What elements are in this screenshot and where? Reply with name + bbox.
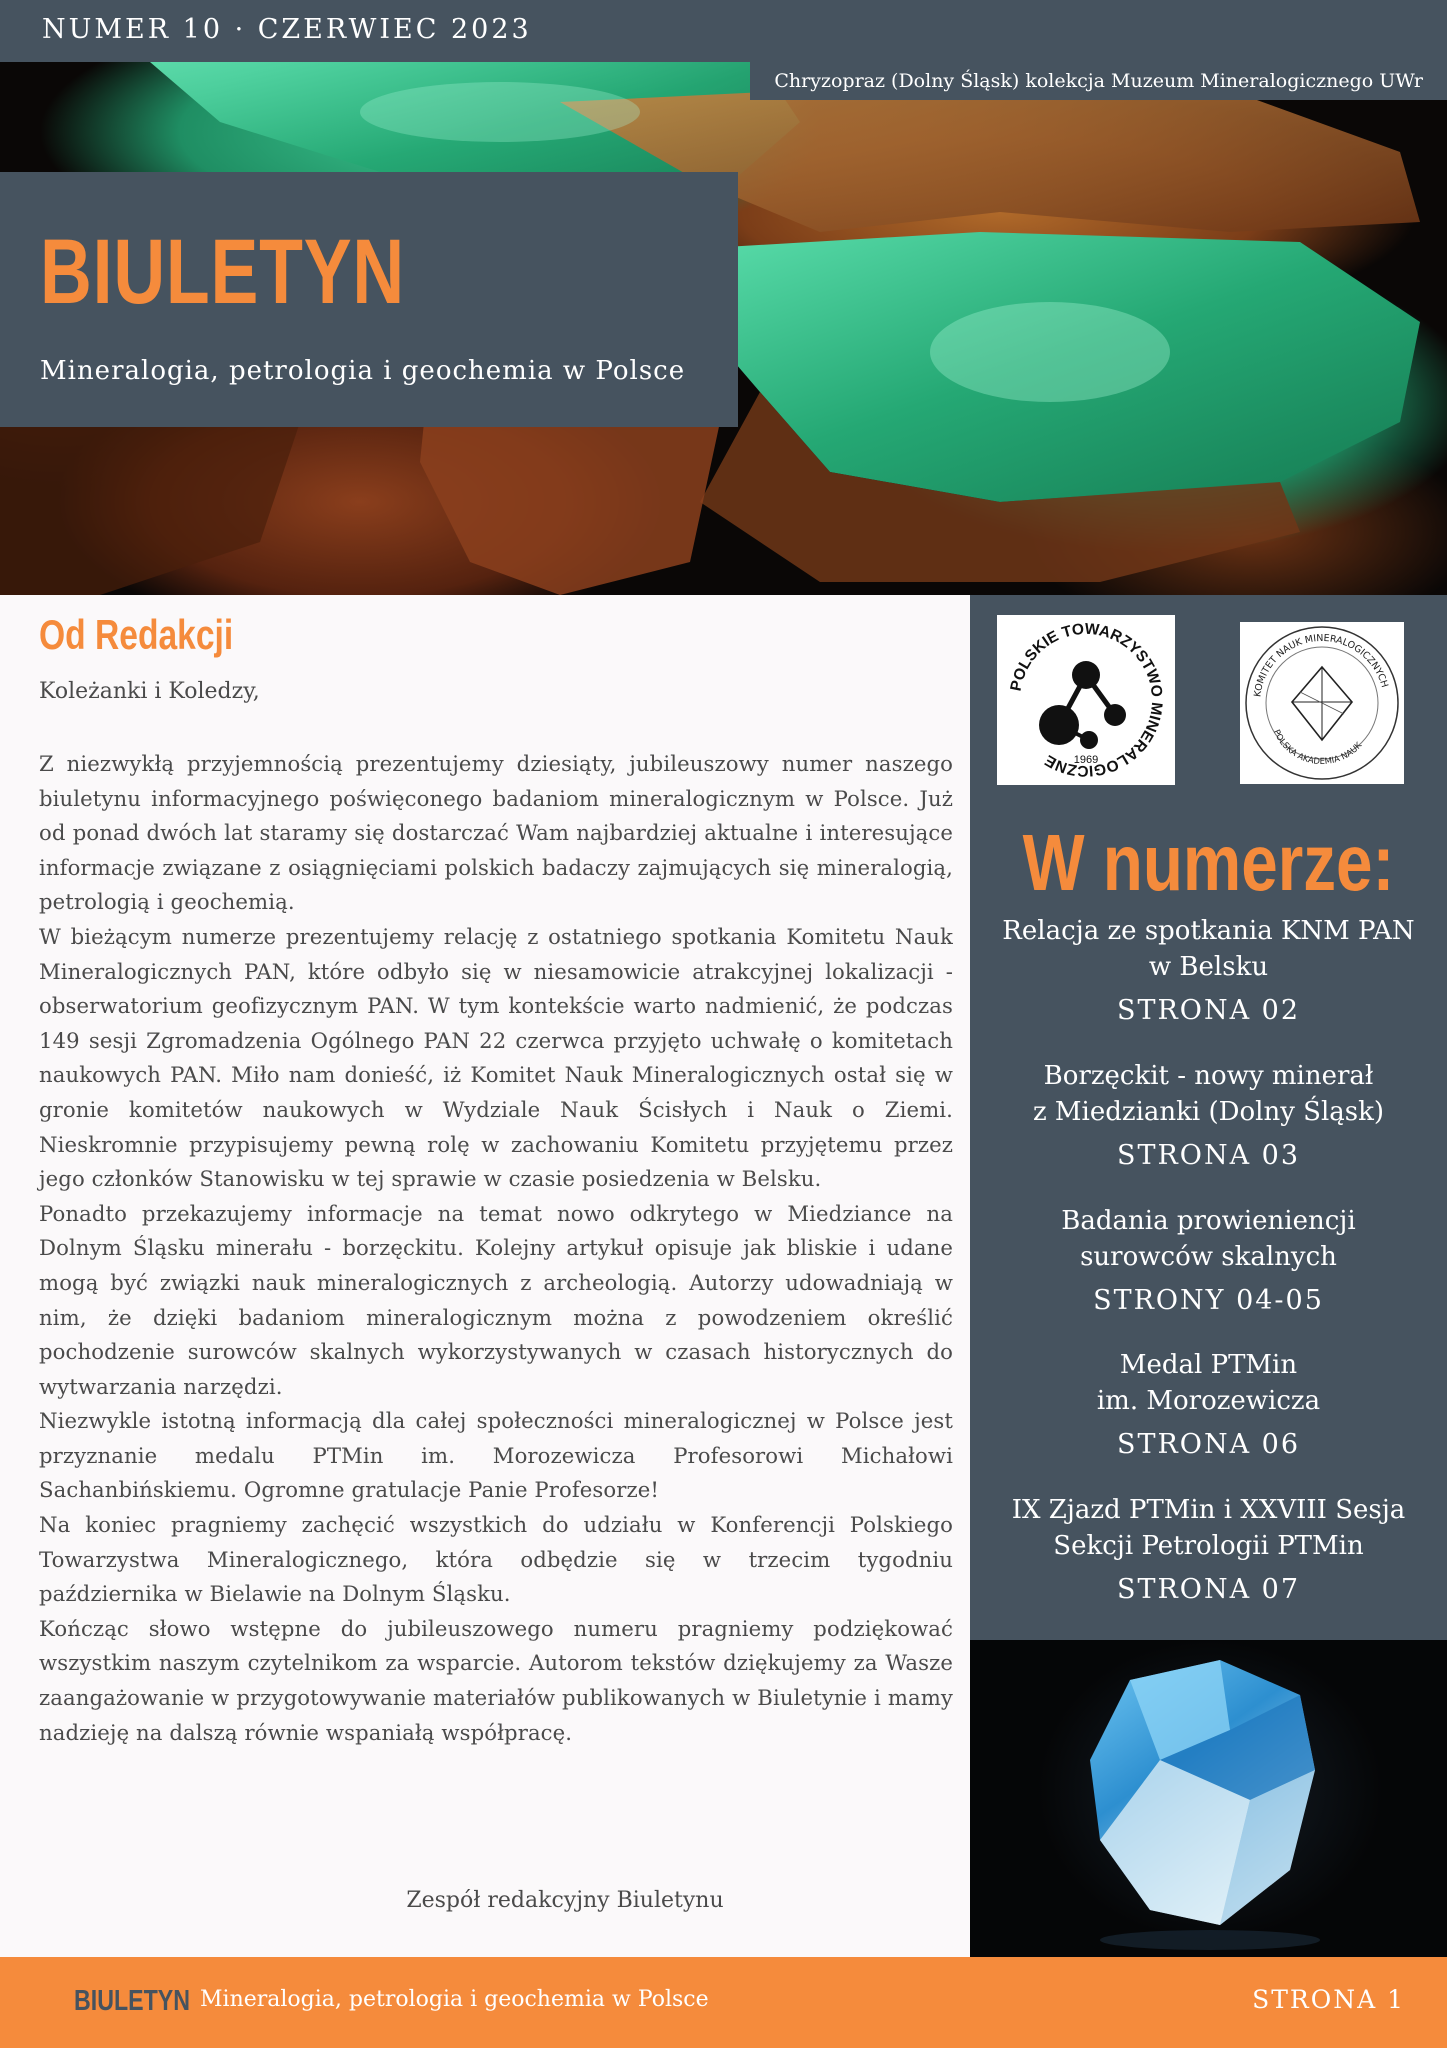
- toc-page: STRONA 02: [1116, 995, 1301, 1026]
- editorial-body: [39, 747, 953, 1750]
- toc-title: w Belsku: [1148, 952, 1269, 982]
- toc-title: im. Morozewicza: [1096, 1386, 1321, 1416]
- knm-logo-art: [1240, 622, 1404, 784]
- bulletin-subtitle: Mineralogia, petrologia i geochemia w Polsce: [40, 356, 686, 386]
- ptmin-logo-art: [997, 615, 1175, 785]
- svg-text:POLSKA AKADEMIA NAUK: POLSKA AKADEMIA NAUK: [1270, 728, 1365, 768]
- hero-chrysoprase-photo: [0, 62, 1447, 595]
- toc-title: surowców skalnych: [1080, 1242, 1337, 1272]
- toc-item-medal[interactable]: [970, 1347, 1447, 1460]
- editorial-paragraph: Ponadto przekazujemy informacje na temat nowo odkrytego w Miedziance na Dolnym Śląsku minerału - borzęckitu. Kolejny artykuł opisuje jak bliskie i udane mogą być związki nauk mineralogicznych z archeologią. Autorzy udowadniają w nim, że dzięki badaniom mineralogicznym można z powodzeniem określić pochodzenie surowców skalnych wykorzystywanych w czasach historycznych do wytwarzania narzędzi.: [39, 1200, 953, 1399]
- issue-label: NUMER 10 · CZERWIEC 2023: [42, 14, 532, 45]
- blue-crystal-photo: [970, 1640, 1447, 1957]
- toc-title: Badania prowieniencji: [1061, 1206, 1356, 1236]
- page-number: STRONA 1: [1252, 1985, 1405, 2014]
- editorial-greeting: Koleżanki i Koledzy,: [39, 679, 260, 704]
- toc-title: Borzęckit - nowy minerał: [1043, 1061, 1374, 1091]
- ptmin-logo: [997, 615, 1175, 785]
- editorial-paragraph: W bieżącym numerze prezentujemy relację z ostatniego spotkania Komitetu Nauk Mineralogicznych PAN, które odbyło się w niesamowicie atrakcyjnej lokalizacji - obserwatorium geofizycznym PAN. W tym kontekście warto nadmienić, że podczas 149 sesji Zgromadzenia Ogólnego PAN 22 czerwca przyjęto uchwałę o komitetach naukowych PAN. Miło nam donieść, iż Komitet Nauk Mineralogicznych ostał się w gronie komitetów naukowych w Wydziale Nauk Ścisłych i Nauk o Ziemi. Nieskromnie przypisujemy pewną rolę w zachowaniu Komitetu przyjętemu przez jego członków Stanowisku w tej sprawie w czasie posiedzenia w Belsku.: [39, 923, 953, 1192]
- toc-title: Relacja ze spotkania KNM PAN: [1002, 916, 1415, 946]
- toc-item-congress[interactable]: [970, 1492, 1447, 1605]
- toc-title: z Miedzianki (Dolny Śląsk): [1032, 1097, 1385, 1127]
- svg-text:KOMITET NAUK MINERALOGICZNYCH: KOMITET NAUK MINERALOGICZNYCH: [1252, 632, 1390, 698]
- editorial-paragraph: Z niezwykłą przyjemnością prezentujemy dziesiąty, jubileuszowy numer naszego biuletynu informacyjnego poświęconego badaniom mineralogicznym w Polsce. Już od ponad dwóch lat staramy się dostarczać Wam najbardziej aktualne i interesujące informacje związane z osiągnięciami polskich badaczy zajmujących się mineralogią, petrologią i geochemią.: [39, 751, 953, 915]
- toc-title: IX Zjazd PTMin i XXVIII Sesja: [1011, 1495, 1406, 1525]
- toc-title: Sekcji Petrologii PTMin: [1053, 1531, 1364, 1561]
- footer-subtitle: Mineralogia, petrologia i geochemia w Polsce: [200, 1987, 709, 2012]
- toc-page: STRONY 04-05: [1093, 1285, 1324, 1316]
- bulletin-title: BIULETYN: [40, 221, 406, 323]
- editorial-paragraph: Kończąc słowo wstępne do jubileuszowego numeru pragniemy podziękować wszystkim naszym czytelnikom za wsparcie. Autorom tekstów dziękujemy za Wasze zaangażowanie w przygotowywanie materiałów publikowanych w Biuletynie i mamy nadzieję na dalszą równie wspaniałą współpracę.: [39, 1615, 953, 1745]
- contents-sidebar: [970, 595, 1447, 1640]
- photo-caption: Chryzopraz (Dolny Śląsk) kolekcja Muzeum Mineralogicznego UWr: [750, 62, 1447, 100]
- svg-text:POLSKIE TOWARZYSTWO MINERALOGI: POLSKIE TOWARZYSTWO MINERALOGICZNE: [1007, 620, 1166, 780]
- blue-crystal-art: [970, 1640, 1447, 1957]
- editorial-heading: Od Redakcji: [39, 611, 234, 658]
- svg-text:1969: 1969: [1073, 754, 1099, 766]
- toc-item-borzeckit[interactable]: [970, 1058, 1447, 1171]
- toc-title: Medal PTMin: [1119, 1350, 1298, 1380]
- toc-page: STRONA 06: [1116, 1429, 1301, 1460]
- knm-pan-logo: [1240, 622, 1404, 784]
- title-box: [0, 172, 738, 427]
- contents-heading: W numerze:: [1022, 818, 1395, 907]
- toc-item-provenance[interactable]: [970, 1203, 1447, 1316]
- editorial-signature: Zespół redakcyjny Biuletynu: [406, 1888, 724, 1913]
- editorial-paragraph: Niezwykle istotną informacją dla całej społeczności mineralogicznej w Polsce jest przyznanie medalu PTMin im. Morozewicza Profesorowi Michałowi Sachanbińskiemu. Ogromne gratulacje Panie Profesorze!: [39, 1408, 953, 1503]
- toc-page: STRONA 03: [1116, 1140, 1301, 1171]
- top-bar: [0, 0, 1447, 62]
- footer-brand: BIULETYN: [74, 1985, 190, 2017]
- editorial-paragraph: Na koniec pragniemy zachęcić wszystkich do udziału w Konferencji Polskiego Towarzystwa Mineralogicznego, która odbędzie się w trzecim tygodniu października w Bielawie na Dolnym Śląsku.: [39, 1512, 953, 1607]
- toc-item-knm-meeting[interactable]: [970, 913, 1447, 1026]
- footer-bar: [0, 1957, 1447, 2048]
- toc-page: STRONA 07: [1116, 1574, 1301, 1605]
- editorial-section: [0, 595, 970, 1957]
